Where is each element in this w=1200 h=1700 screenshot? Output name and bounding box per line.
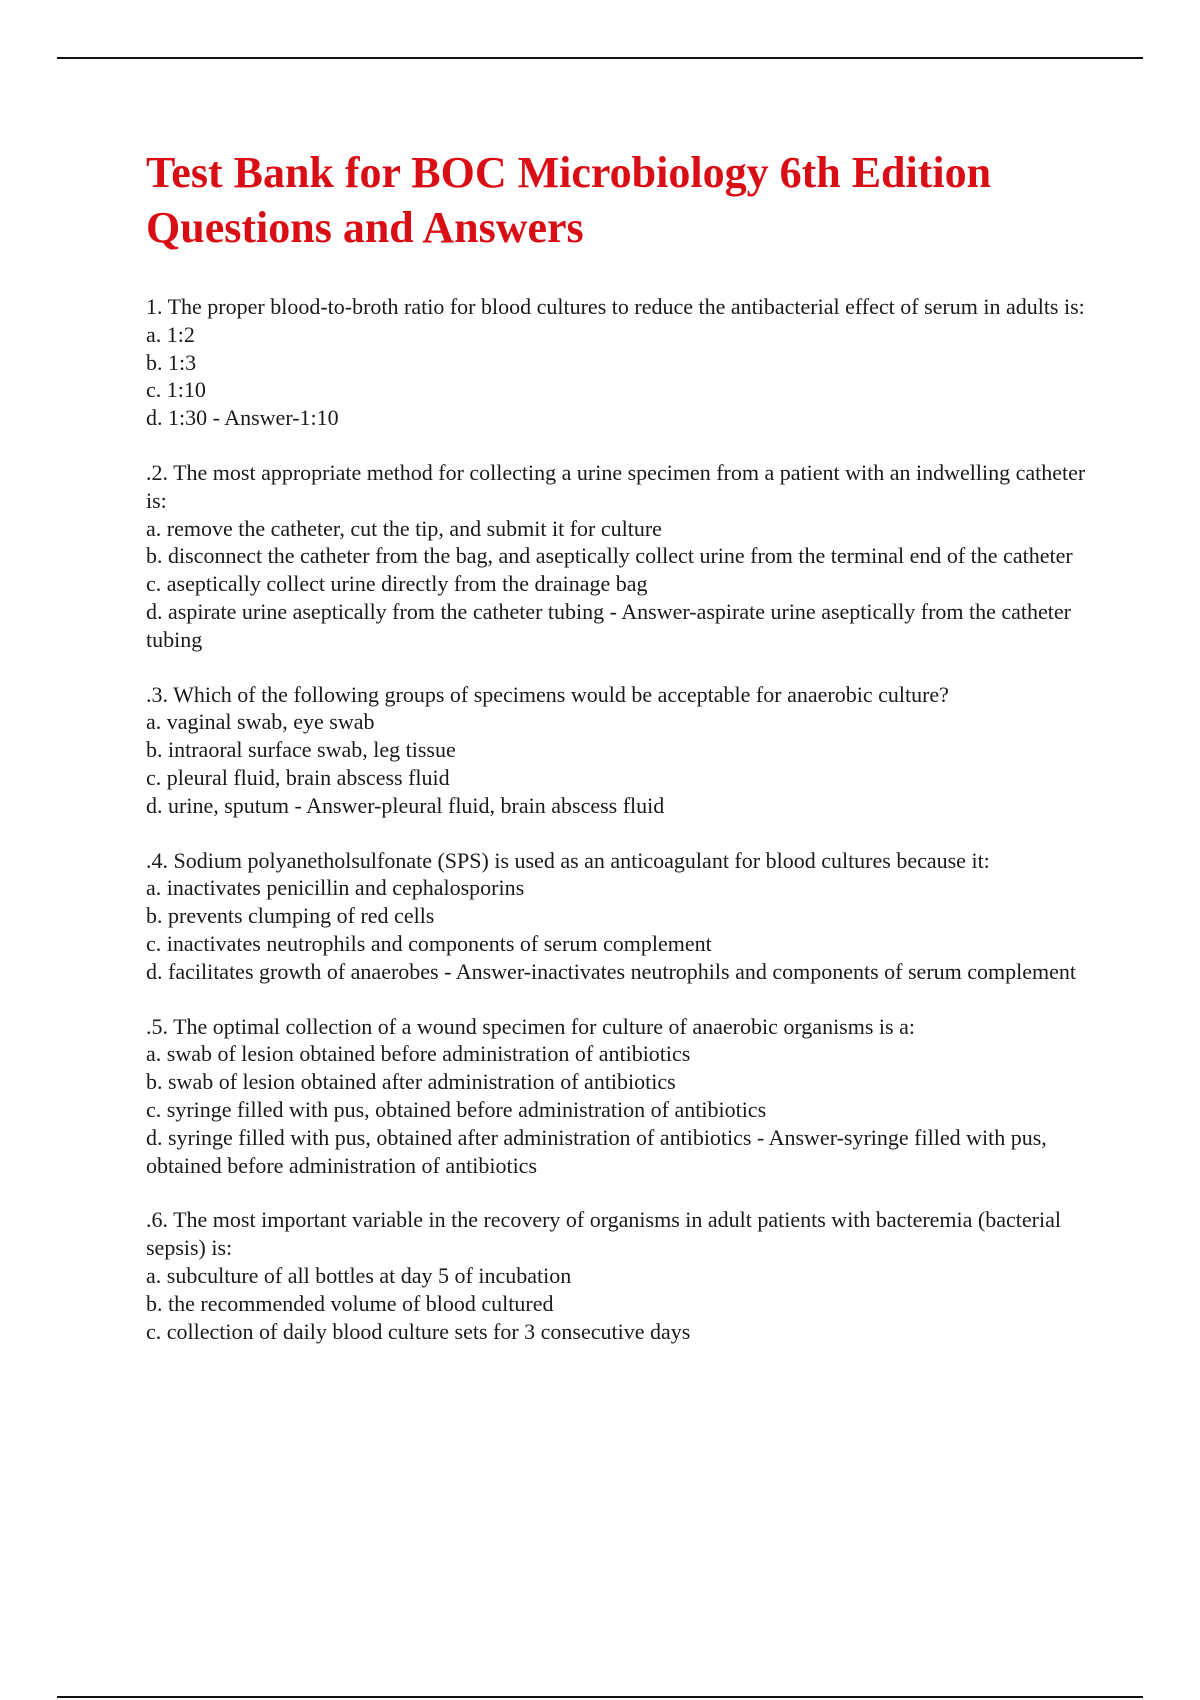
question-list	[146, 293, 1096, 1345]
answer-option: d. syringe filled with pus, obtained after administration of antibiotics - Answer-syringe filled with pus, obtained before administration of antibiotics	[146, 1124, 1047, 1178]
answer-option: a. vaginal swab, eye swab	[146, 709, 375, 735]
question-stem: .4. Sodium polyanetholsulfonate (SPS) is used as an anticoagulant for blood cultures because it:	[146, 847, 990, 873]
question-2	[146, 459, 1096, 654]
top-rule	[57, 57, 1143, 59]
answer-option: c. inactivates neutrophils and components of serum complement	[146, 930, 712, 956]
question-1	[146, 293, 1096, 432]
answer-option: d. 1:30 - Answer-1:10	[146, 405, 339, 431]
answer-option: a. 1:2	[146, 321, 195, 347]
question-stem: .3. Which of the following groups of specimens would be acceptable for anaerobic culture?	[146, 681, 949, 707]
document-title: Test Bank for BOC Microbiology 6th Edition Questions and Answers	[146, 148, 992, 252]
answer-option: b. prevents clumping of red cells	[146, 903, 435, 929]
answer-option: c. aseptically collect urine directly from the drainage bag	[146, 571, 648, 597]
answer-option: d. urine, sputum - Answer-pleural fluid, brain abscess fluid	[146, 792, 665, 818]
question-stem: .2. The most appropriate method for collecting a urine specimen from a patient with an indwelling catheter is:	[146, 459, 1086, 513]
question-stem: .6. The most important variable in the recovery of organisms in adult patients with bacteremia (bacterial sepsis) is:	[146, 1207, 1061, 1261]
answer-option: c. 1:10	[146, 377, 206, 403]
answer-option: b. intraoral surface swab, leg tissue	[146, 737, 456, 763]
page-content	[146, 145, 1096, 1372]
answer-option: d. facilitates growth of anaerobes - Answer-inactivates neutrophils and components of serum complement	[146, 958, 1077, 984]
answer-option: b. swab of lesion obtained after administration of antibiotics	[146, 1069, 676, 1095]
answer-option: a. remove the catheter, cut the tip, and submit it for culture	[146, 515, 662, 541]
question-stem: .5. The optimal collection of a wound specimen for culture of anaerobic organisms is a:	[146, 1013, 915, 1039]
answer-option: b. disconnect the catheter from the bag, and aseptically collect urine from the terminal end of the catheter	[146, 543, 1073, 569]
answer-option: c. syringe filled with pus, obtained before administration of antibiotics	[146, 1096, 767, 1122]
bottom-rule	[57, 1696, 1143, 1698]
answer-option: d. aspirate urine aseptically from the catheter tubing - Answer-aspirate urine aseptically from the catheter tubing	[146, 598, 1072, 652]
answer-option: a. inactivates penicillin and cephalosporins	[146, 875, 525, 901]
question-stem: 1. The proper blood-to-broth ratio for blood cultures to reduce the antibacterial effect of serum in adults is:	[146, 294, 1085, 319]
question-6	[146, 1206, 1096, 1345]
answer-option: a. subculture of all bottles at day 5 of incubation	[146, 1262, 572, 1288]
answer-option: b. the recommended volume of blood cultured	[146, 1290, 554, 1316]
question-4	[146, 847, 1096, 986]
question-3	[146, 681, 1096, 820]
answer-option: c. collection of daily blood culture sets for 3 consecutive days	[146, 1318, 691, 1344]
answer-option: b. 1:3	[146, 349, 197, 375]
answer-option: a. swab of lesion obtained before administration of antibiotics	[146, 1041, 691, 1067]
question-5	[146, 1013, 1096, 1180]
answer-option: c. pleural fluid, brain abscess fluid	[146, 764, 450, 790]
